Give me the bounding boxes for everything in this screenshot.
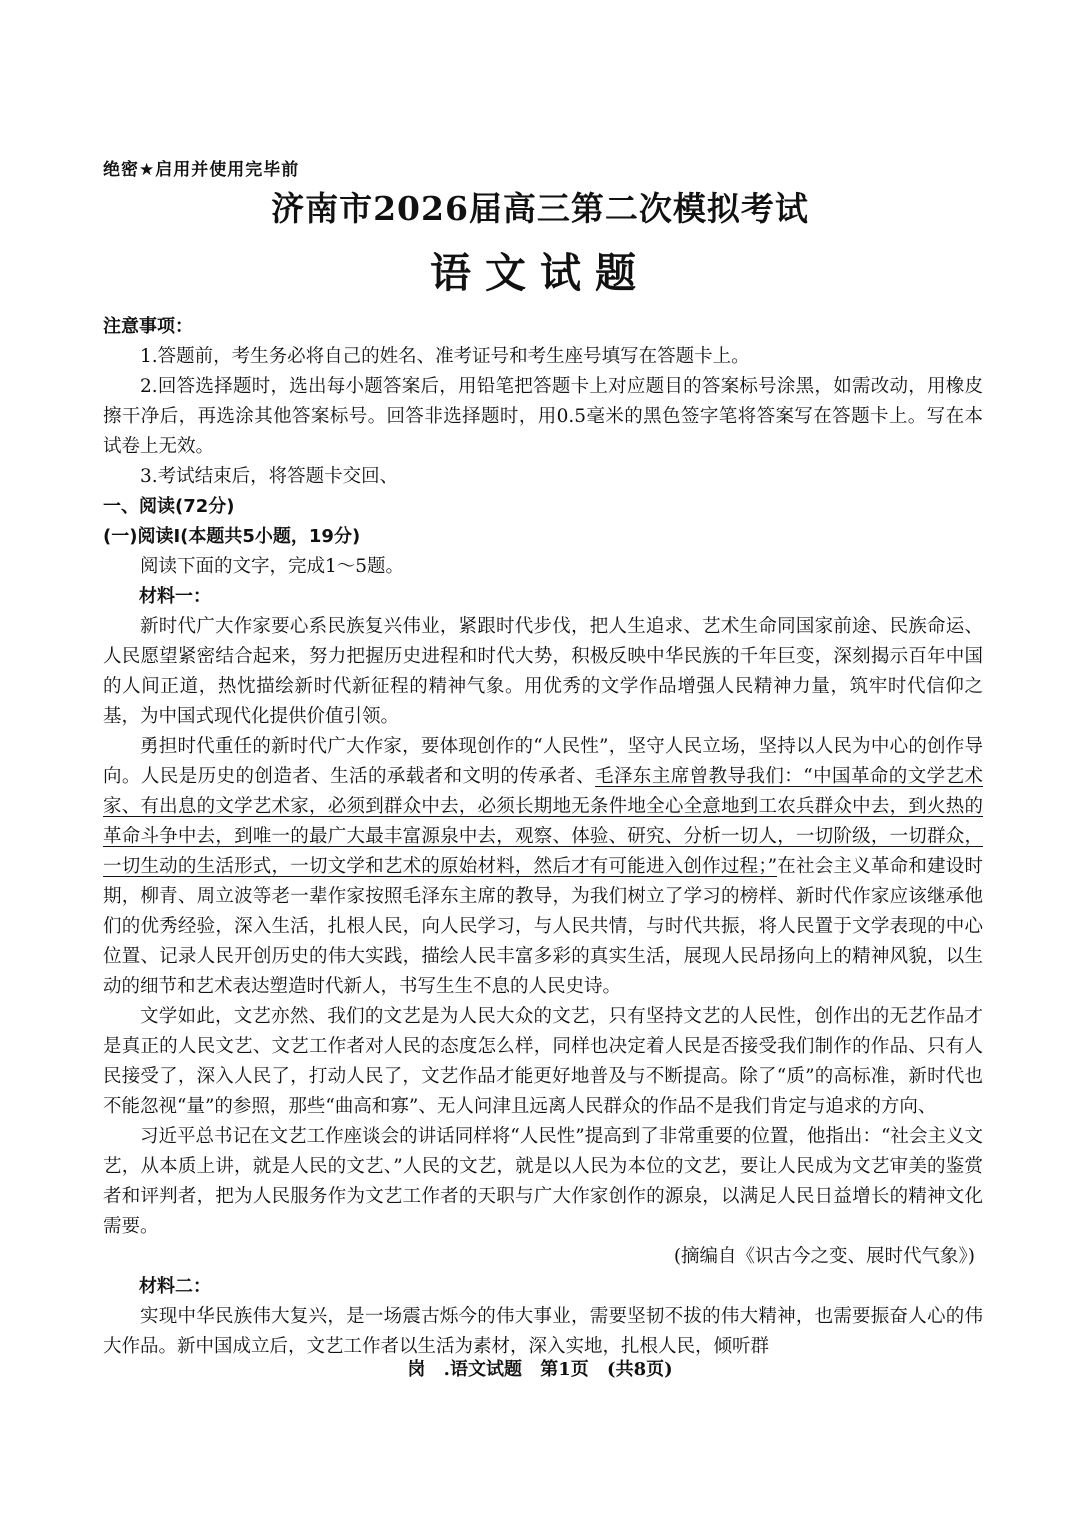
- material1-paragraph-4: 习近平总书记在文艺工作座谈会的讲话同样将“人民性”提高到了非常重要的位置，他指出：“社会主义文艺，从本质上讲，就是人民的文艺、”人民的文艺，就是以人民为本位的文艺，要让人民成为文艺审美的鉴赏者和评判者，把为人民服务作为文艺工作者的天职与广大作家创作的源泉，以满足人民日益增长的精神文化需要。: [103, 1126, 983, 1237]
- material1-paragraph-3: 文学如此，文艺亦然、我们的文艺是为人民大众的文艺，只有坚持文艺的人民性，创作出的无艺作品才是真正的人民文艺、文艺工作者对人民的态度怎么样，同样也决定着人民是否接受我们制作的作品、只有人民接受了，深入人民了，打动人民了，文艺作品才能更好地普及与不断提高。除了“质”的高标准，新时代也不能忽视“量”的参照，那些“曲高和寡”、无人问津且远离人民群众的作品不是我们肯定与追求的方向、: [103, 1006, 983, 1117]
- page-footer: [0, 1355, 1080, 1381]
- section-heading: 一、阅读(72分): [103, 496, 235, 517]
- notice-item-3: 3.考试结束后，将答题卡交回、: [140, 466, 399, 487]
- instruction-text: 阅读下面的文字，完成1～5题。: [140, 556, 405, 577]
- subject-title: 语文试题: [430, 249, 650, 297]
- footer-page: 第1页: [540, 1359, 589, 1380]
- underlined-quote: 毛泽东主席曾教导我们：“中国革命的文学艺术家、有出息的文学艺术家，必须到群众中去，必须长期地无条件地全心全意地到工农兵群众中去，到火热的革命斗争中去，到唯一的最广大最丰富源泉中去，观察、体验、研究、分析一切人，一切阶级，一切群众，一切生动的生活形式，一切文学和艺术的原始材料，然后才有可能进入创作过程；”: [103, 766, 983, 877]
- confidential-notice: 绝密★启用并使用完毕前: [103, 160, 300, 180]
- footer-subject: .语文试题: [443, 1359, 522, 1380]
- exam-title: 济南市2026届高三第二次模拟考试: [271, 189, 809, 228]
- notice-section: [103, 312, 983, 492]
- material2-paragraph-1: 实现中华民族伟大复兴，是一场震古烁今的伟大事业，需要坚韧不拔的伟大精神，也需要振奋人心的伟大作品。新中国成立后，文艺工作者以生活为素材，深入实地，扎根人民，倾听群: [103, 1306, 983, 1357]
- notice-item-1: 1.答题前，考生务必将自己的姓名、准考证号和考生座号填写在答题卡上。: [140, 346, 750, 367]
- material1-label: 材料一：: [139, 586, 211, 607]
- material1-p2-intro: 勇担时代重任的新时代广大作家，要体现创作的“人民性”，坚守人民立场，坚持以人民为中心的创作导向。人民是历史的创造者、生活的承载者和文明的传承者、: [103, 736, 983, 787]
- footer-total: (共8页): [607, 1359, 673, 1380]
- sub-section-heading: (一)阅读Ⅰ(本题共5小题，19分): [103, 526, 361, 547]
- material1-paragraph-2: [103, 732, 983, 1002]
- material2-label: 材料二：: [139, 1276, 211, 1297]
- notice-item-2: 2.回答选择题时，选出每小题答案后，用铅笔把答题卡上对应题目的答案标号涂黑，如需改动，用橡皮擦干净后，再选涂其他答案标号。回答非选择题时，用0.5毫米的黑色签字笔将答案写在答题卡上。写在本试卷上无效。: [103, 376, 983, 457]
- material1-source: (摘编自《识古今之变、展时代气象》): [673, 1246, 975, 1267]
- notice-heading: 注意事项：: [103, 316, 193, 337]
- footer-mark: 岗: [407, 1359, 426, 1380]
- material1-paragraph-1: 新时代广大作家要心系民族复兴伟业，紧跟时代步伐，把人生追求、艺术生命同国家前途、民族命运、人民愿望紧密结合起来，努力把握历史进程和时代大势，积极反映中华民族的千年巨变，深刻揭示百年中国的人间正道，热忱描绘新时代新征程的精神气象。用优秀的文学作品增强人民精神力量，筑牢时代信仰之基，为中国式现代化提供价值引领。: [103, 616, 983, 727]
- reading-section: [103, 492, 983, 1362]
- material1-p2-rest: 在社会主义革命和建设时期，柳青、周立波等老一辈作家按照毛泽东主席的教导，为我们树立了学习的榜样、新时代作家应该继承他们的优秀经验，深入生活，扎根人民，向人民学习，与人民共情，与时代共振，将人民置于文学表现的中心位置、记录人民开创历史的伟大实践，描绘人民丰富多彩的真实生活，展现人民昂扬向上的精神风貌，以生动的细节和艺术表达塑造时代新人，书写生生不息的人民史诗。: [103, 856, 983, 997]
